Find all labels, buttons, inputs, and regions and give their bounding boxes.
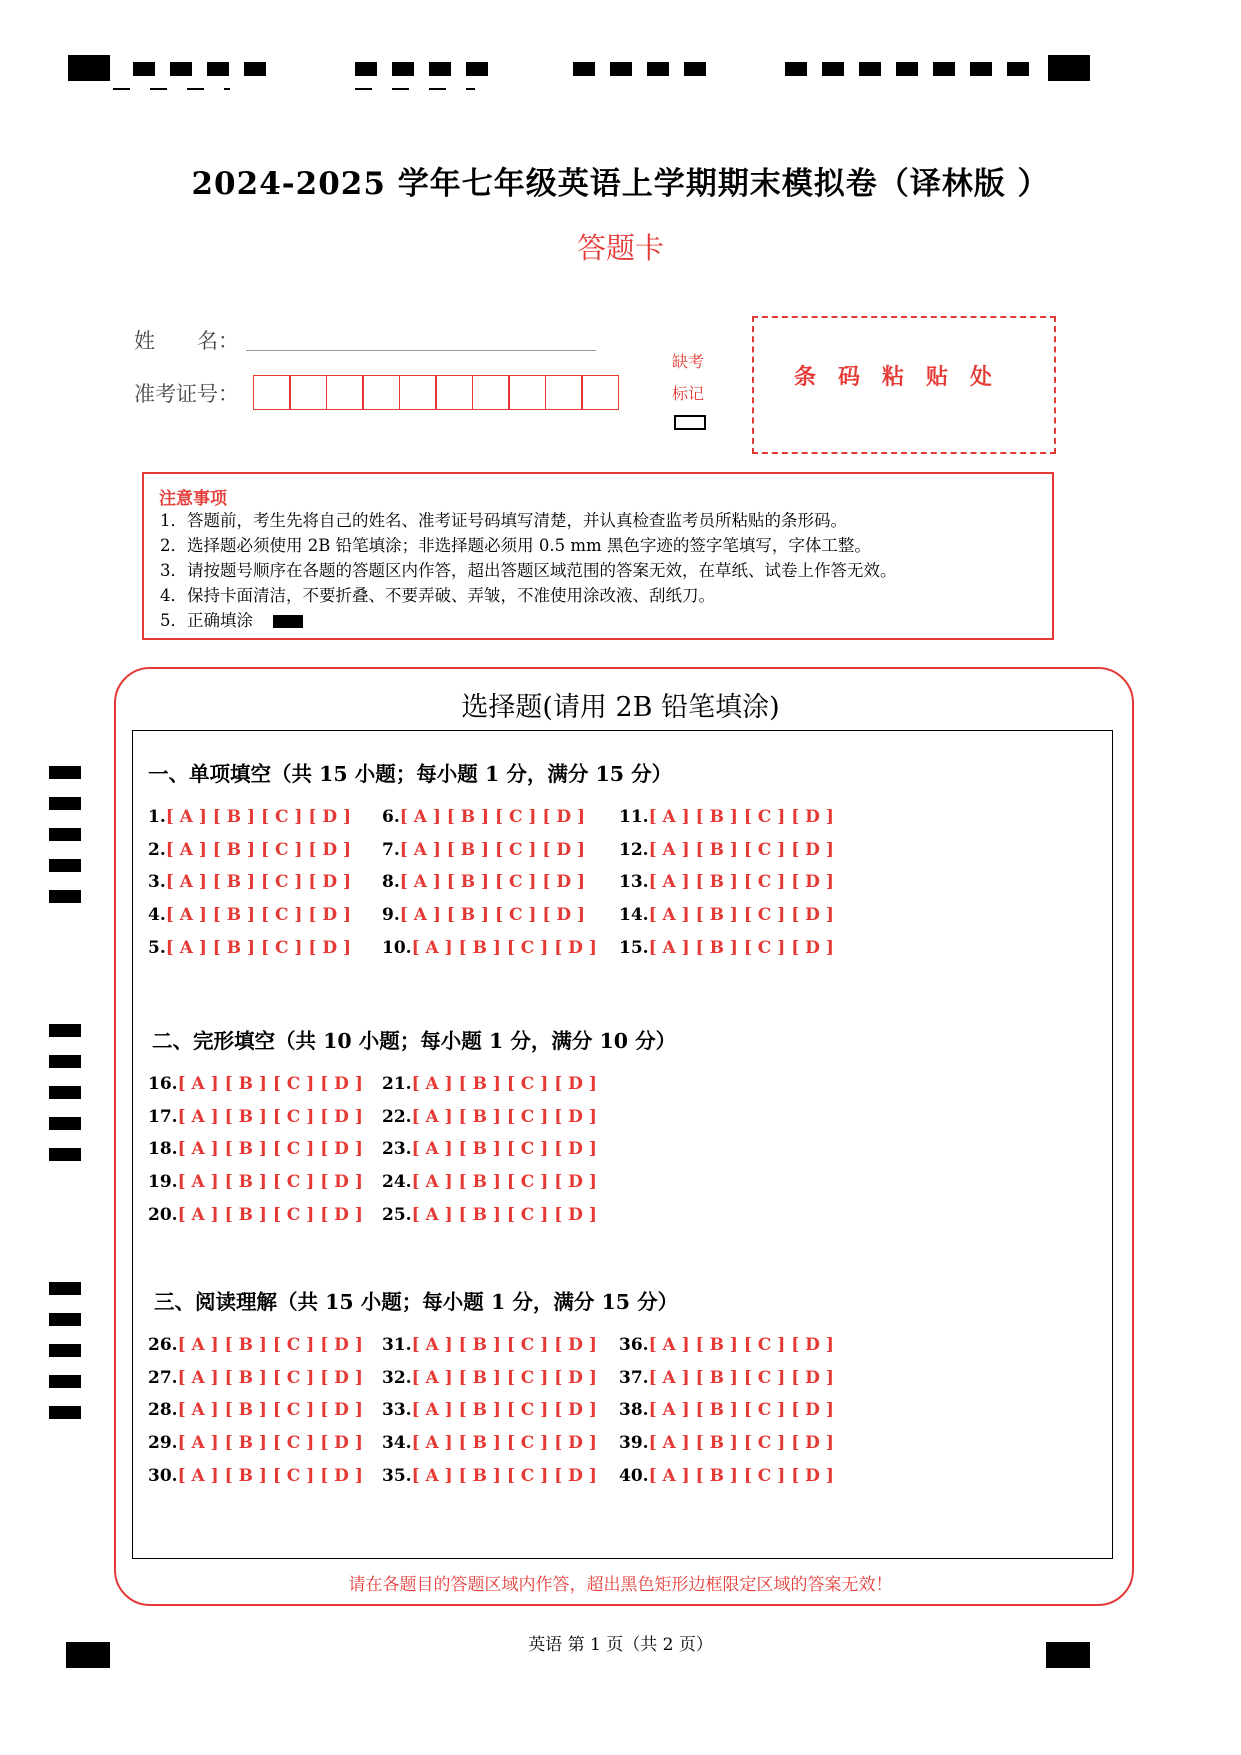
- timing-mark: [49, 1313, 81, 1326]
- question-row[interactable]: [382, 1139, 597, 1159]
- id-digit-box[interactable]: [508, 375, 546, 410]
- question-number: 34.: [382, 1433, 412, 1454]
- page-subtitle: 答题卡: [576, 231, 664, 265]
- timing-underline: [113, 88, 130, 90]
- registration-mark: [1048, 55, 1090, 81]
- notice-item: [160, 583, 897, 608]
- timing-mark: [49, 1117, 81, 1130]
- answer-options[interactable]: [ A ] [ B ] [ C ] [ D ]: [411, 1139, 597, 1160]
- id-label: 准考证号：: [134, 382, 239, 406]
- notice-item-text: 4．保持卡面清洁，不要折叠、不要弄破、弄皱，不准使用涂改液、刮纸刀。: [160, 586, 715, 605]
- answer-options[interactable]: [ A ] [ B ] [ C ] [ D ]: [399, 839, 586, 860]
- question-row[interactable]: [148, 1335, 363, 1355]
- question-row[interactable]: [382, 1400, 597, 1420]
- timing-mark: [896, 62, 918, 76]
- question-row[interactable]: [619, 807, 834, 827]
- timing-mark: [49, 1344, 81, 1357]
- answer-options[interactable]: [ A ] [ B ] [ C ] [ D ]: [165, 905, 352, 926]
- question-row[interactable]: [619, 1433, 834, 1453]
- answer-options[interactable]: [ A ] [ B ] [ C ] [ D ]: [177, 1367, 363, 1388]
- answer-options[interactable]: [ A ] [ B ] [ C ] [ D ]: [411, 1400, 597, 1421]
- answer-options[interactable]: [ A ] [ B ] [ C ] [ D ]: [165, 937, 352, 958]
- question-number: 35.: [382, 1465, 412, 1486]
- question-row[interactable]: [619, 905, 834, 925]
- part-heading: 二、完形填空（共 10 小题；每小题 1 分，满分 10 分）: [152, 1029, 677, 1053]
- question-number: 1.: [148, 807, 166, 827]
- question-row[interactable]: [148, 1139, 363, 1159]
- timing-mark: [859, 62, 881, 76]
- notice-title: 注意事项: [159, 489, 227, 509]
- timing-mark: [573, 62, 595, 76]
- question-number: 25.: [382, 1204, 412, 1225]
- answer-options[interactable]: [ A ] [ B ] [ C ] [ D ]: [177, 1465, 363, 1486]
- question-row[interactable]: [619, 1335, 834, 1355]
- timing-mark: [822, 62, 844, 76]
- answer-options[interactable]: [ A ] [ B ] [ C ] [ D ]: [648, 1367, 834, 1388]
- timing-underline: [392, 88, 409, 90]
- timing-mark: [466, 62, 488, 76]
- timing-mark: [49, 1148, 81, 1161]
- question-row[interactable]: [382, 1433, 597, 1453]
- answer-options[interactable]: [ A ] [ B ] [ C ] [ D ]: [411, 1335, 597, 1355]
- question-row[interactable]: [148, 1172, 363, 1192]
- timing-underline: [224, 88, 230, 90]
- id-digit-box[interactable]: [545, 375, 583, 410]
- warning-text: 请在各题目的答题区域内作答，超出黑色矩形边框限定区域的答案无效！: [348, 1575, 893, 1595]
- answer-options[interactable]: [ A ] [ B ] [ C ] [ D ]: [648, 872, 834, 893]
- timing-mark: [1007, 62, 1029, 76]
- barcode-label: 条码粘贴处: [793, 364, 1014, 390]
- notice-item: [160, 608, 897, 633]
- question-number: 3.: [148, 872, 166, 893]
- question-row[interactable]: [619, 1466, 834, 1486]
- question-number: 24.: [382, 1172, 412, 1193]
- timing-mark: [933, 62, 955, 76]
- timing-mark: [49, 890, 81, 903]
- answer-options[interactable]: [ A ] [ B ] [ C ] [ D ]: [177, 1074, 363, 1094]
- question-number: 23.: [382, 1139, 412, 1160]
- notice-list: [160, 508, 897, 633]
- answer-options[interactable]: [ A ] [ B ] [ C ] [ D ]: [177, 1204, 363, 1225]
- timing-mark: [49, 797, 81, 810]
- question-row[interactable]: [148, 1433, 363, 1453]
- question-number: 13.: [619, 872, 649, 893]
- question-number: 40.: [619, 1465, 649, 1486]
- timing-mark: [49, 766, 81, 779]
- timing-mark: [785, 62, 807, 76]
- notice-item-text: 3．请按题号顺序在各题的答题区内作答，超出答题区域范围的答案无效，在草纸、试卷上作答无效。: [160, 561, 897, 580]
- timing-mark: [49, 1086, 81, 1099]
- question-number: 38.: [619, 1400, 649, 1421]
- question-number: 11.: [619, 807, 649, 827]
- question-row[interactable]: [382, 1335, 597, 1355]
- question-number: 26.: [148, 1335, 178, 1355]
- answer-options[interactable]: [ A ] [ B ] [ C ] [ D ]: [648, 839, 834, 860]
- question-number: 4.: [148, 905, 166, 926]
- section-title: 选择题(请用 2B 铅笔填涂): [461, 692, 780, 723]
- question-row[interactable]: [148, 1107, 363, 1127]
- question-number: 16.: [148, 1074, 178, 1094]
- question-number: 30.: [148, 1465, 178, 1486]
- question-row[interactable]: [148, 807, 351, 827]
- answer-options[interactable]: [ A ] [ B ] [ C ] [ D ]: [177, 1335, 363, 1355]
- question-number: 5.: [148, 937, 166, 958]
- question-number: 28.: [148, 1400, 178, 1421]
- question-number: 10.: [382, 937, 412, 958]
- timing-mark: [49, 859, 81, 872]
- answer-options[interactable]: [ A ] [ B ] [ C ] [ D ]: [648, 937, 834, 958]
- answer-options[interactable]: [ A ] [ B ] [ C ] [ D ]: [411, 937, 597, 958]
- question-number: 18.: [148, 1139, 178, 1160]
- question-number: 21.: [382, 1074, 412, 1094]
- notice-item-text: 1．答题前，考生先将自己的姓名、准考证号码填写清楚，并认真检查监考员所粘贴的条形码。: [160, 511, 847, 530]
- id-digit-box[interactable]: [399, 375, 437, 410]
- notice-item-text: 2．选择题必须使用 2B 铅笔填涂；非选择题必须用 0.5 mm 黑色字迹的签字笔填写，字体工整。: [160, 536, 871, 555]
- notice-box: [142, 472, 1054, 640]
- absent-mark-box[interactable]: [674, 415, 706, 430]
- answer-options[interactable]: [ A ] [ B ] [ C ] [ D ]: [177, 1106, 363, 1127]
- answer-options[interactable]: [ A ] [ B ] [ C ] [ D ]: [411, 1074, 597, 1094]
- answer-options[interactable]: [ A ] [ B ] [ C ] [ D ]: [648, 807, 834, 827]
- question-number: 27.: [148, 1367, 178, 1388]
- answer-options[interactable]: [ A ] [ B ] [ C ] [ D ]: [411, 1106, 597, 1127]
- answer-options[interactable]: [ A ] [ B ] [ C ] [ D ]: [411, 1433, 597, 1454]
- question-row[interactable]: [148, 905, 351, 925]
- id-digit-box[interactable]: [253, 375, 291, 410]
- question-number: 12.: [619, 839, 649, 860]
- timing-underline: [429, 88, 446, 90]
- correct-fill-example: [273, 615, 303, 628]
- answer-options[interactable]: [ A ] [ B ] [ C ] [ D ]: [411, 1172, 597, 1193]
- question-number: 29.: [148, 1433, 178, 1454]
- question-row[interactable]: [382, 1074, 597, 1094]
- timing-mark: [970, 62, 992, 76]
- question-row[interactable]: [148, 1205, 363, 1225]
- question-number: 32.: [382, 1367, 412, 1388]
- question-number: 19.: [148, 1172, 178, 1193]
- question-row[interactable]: [148, 1368, 363, 1388]
- absent-label-line2: 标记: [672, 384, 705, 403]
- answer-options[interactable]: [ A ] [ B ] [ C ] [ D ]: [648, 1433, 834, 1454]
- question-number: 7.: [382, 839, 400, 860]
- id-digit-box[interactable]: [289, 375, 327, 410]
- registration-mark: [68, 55, 110, 81]
- timing-mark: [207, 62, 229, 76]
- question-row[interactable]: [148, 872, 351, 892]
- question-number: 14.: [619, 905, 649, 926]
- question-number: 8.: [382, 872, 400, 893]
- answer-options[interactable]: [ A ] [ B ] [ C ] [ D ]: [648, 1335, 834, 1355]
- question-row[interactable]: [619, 1368, 834, 1388]
- notice-item-text: 5．正确填涂: [160, 611, 253, 630]
- timing-mark: [49, 1055, 81, 1068]
- page-footer: 英语 第 1 页（共 2 页）: [528, 1635, 713, 1655]
- answer-options[interactable]: [ A ] [ B ] [ C ] [ D ]: [165, 807, 352, 827]
- id-digit-box[interactable]: [435, 375, 473, 410]
- question-row[interactable]: [382, 1368, 597, 1388]
- timing-mark: [429, 62, 451, 76]
- timing-mark: [392, 62, 414, 76]
- timing-underline: [355, 88, 372, 90]
- name-label: 姓 名：: [134, 329, 239, 353]
- notice-item: [160, 533, 897, 558]
- question-row[interactable]: [382, 1107, 597, 1127]
- question-row[interactable]: [382, 807, 585, 827]
- question-row[interactable]: [148, 1400, 363, 1420]
- timing-underline: [466, 88, 475, 90]
- timing-mark: [170, 62, 192, 76]
- question-number: 33.: [382, 1400, 412, 1421]
- question-row[interactable]: [619, 872, 834, 892]
- timing-mark: [647, 62, 669, 76]
- answer-options[interactable]: [ A ] [ B ] [ C ] [ D ]: [399, 872, 586, 893]
- answer-options[interactable]: [ A ] [ B ] [ C ] [ D ]: [411, 1367, 597, 1388]
- answer-options[interactable]: [ A ] [ B ] [ C ] [ D ]: [177, 1172, 363, 1193]
- question-row[interactable]: [619, 1400, 834, 1420]
- question-row[interactable]: [382, 1172, 597, 1192]
- question-number: 9.: [382, 905, 400, 926]
- question-number: 2.: [148, 839, 166, 860]
- answer-options[interactable]: [ A ] [ B ] [ C ] [ D ]: [648, 905, 834, 926]
- answer-options[interactable]: [ A ] [ B ] [ C ] [ D ]: [177, 1433, 363, 1454]
- timing-mark: [49, 1024, 81, 1037]
- question-row[interactable]: [382, 1466, 597, 1486]
- question-row[interactable]: [382, 938, 597, 958]
- question-row[interactable]: [382, 905, 585, 925]
- id-number-boxes[interactable]: [254, 375, 619, 410]
- answer-options[interactable]: [ A ] [ B ] [ C ] [ D ]: [648, 1400, 834, 1421]
- timing-mark: [133, 62, 155, 76]
- question-row[interactable]: [619, 840, 834, 860]
- part-heading: 三、阅读理解（共 15 小题；每小题 1 分，满分 15 分）: [154, 1290, 679, 1314]
- answer-options[interactable]: [ A ] [ B ] [ C ] [ D ]: [648, 1465, 834, 1486]
- question-row[interactable]: [148, 840, 351, 860]
- timing-mark: [355, 62, 377, 76]
- question-row[interactable]: [382, 872, 585, 892]
- answer-options[interactable]: [ A ] [ B ] [ C ] [ D ]: [411, 1204, 597, 1225]
- id-digit-box[interactable]: [581, 375, 619, 410]
- question-row[interactable]: [148, 938, 351, 958]
- notice-item: [160, 508, 897, 533]
- timing-mark: [684, 62, 706, 76]
- timing-mark: [49, 1375, 81, 1388]
- absent-label-line1: 缺考: [672, 352, 705, 371]
- question-number: 6.: [382, 807, 400, 827]
- answer-options[interactable]: [ A ] [ B ] [ C ] [ D ]: [177, 1400, 363, 1421]
- question-row[interactable]: [382, 840, 585, 860]
- timing-mark: [49, 1282, 81, 1295]
- question-number: 22.: [382, 1106, 412, 1127]
- question-number: 39.: [619, 1433, 649, 1454]
- answer-options[interactable]: [ A ] [ B ] [ C ] [ D ]: [399, 905, 586, 926]
- question-row[interactable]: [148, 1074, 363, 1094]
- question-number: 20.: [148, 1204, 178, 1225]
- part-heading: 一、单项填空（共 15 小题；每小题 1 分，满分 15 分）: [148, 762, 673, 786]
- question-row[interactable]: [619, 938, 834, 958]
- question-number: 37.: [619, 1367, 649, 1388]
- question-number: 15.: [619, 937, 649, 958]
- answer-options[interactable]: [ A ] [ B ] [ C ] [ D ]: [399, 807, 586, 827]
- timing-underline: [187, 88, 204, 90]
- answer-options[interactable]: [ A ] [ B ] [ C ] [ D ]: [411, 1465, 597, 1486]
- name-field[interactable]: [246, 350, 596, 351]
- question-row[interactable]: [382, 1205, 597, 1225]
- timing-mark: [244, 62, 266, 76]
- timing-underline: [150, 88, 167, 90]
- question-row[interactable]: [148, 1466, 363, 1486]
- absent-mark-label: [672, 346, 704, 410]
- barcode-area: [752, 316, 1056, 454]
- id-digit-box[interactable]: [362, 375, 400, 410]
- question-number: 31.: [382, 1335, 412, 1355]
- timing-mark: [49, 828, 81, 841]
- id-digit-box[interactable]: [472, 375, 510, 410]
- timing-mark: [49, 1406, 81, 1419]
- answer-options[interactable]: [ A ] [ B ] [ C ] [ D ]: [177, 1139, 363, 1160]
- question-number: 36.: [619, 1335, 649, 1355]
- answer-options[interactable]: [ A ] [ B ] [ C ] [ D ]: [165, 839, 352, 860]
- id-digit-box[interactable]: [326, 375, 364, 410]
- answer-options[interactable]: [ A ] [ B ] [ C ] [ D ]: [165, 872, 352, 893]
- question-number: 17.: [148, 1106, 178, 1127]
- page-title: 2024-2025 学年七年级英语上学期期末模拟卷（译林版 ）: [191, 166, 1050, 202]
- notice-item: [160, 558, 897, 583]
- timing-mark: [610, 62, 632, 76]
